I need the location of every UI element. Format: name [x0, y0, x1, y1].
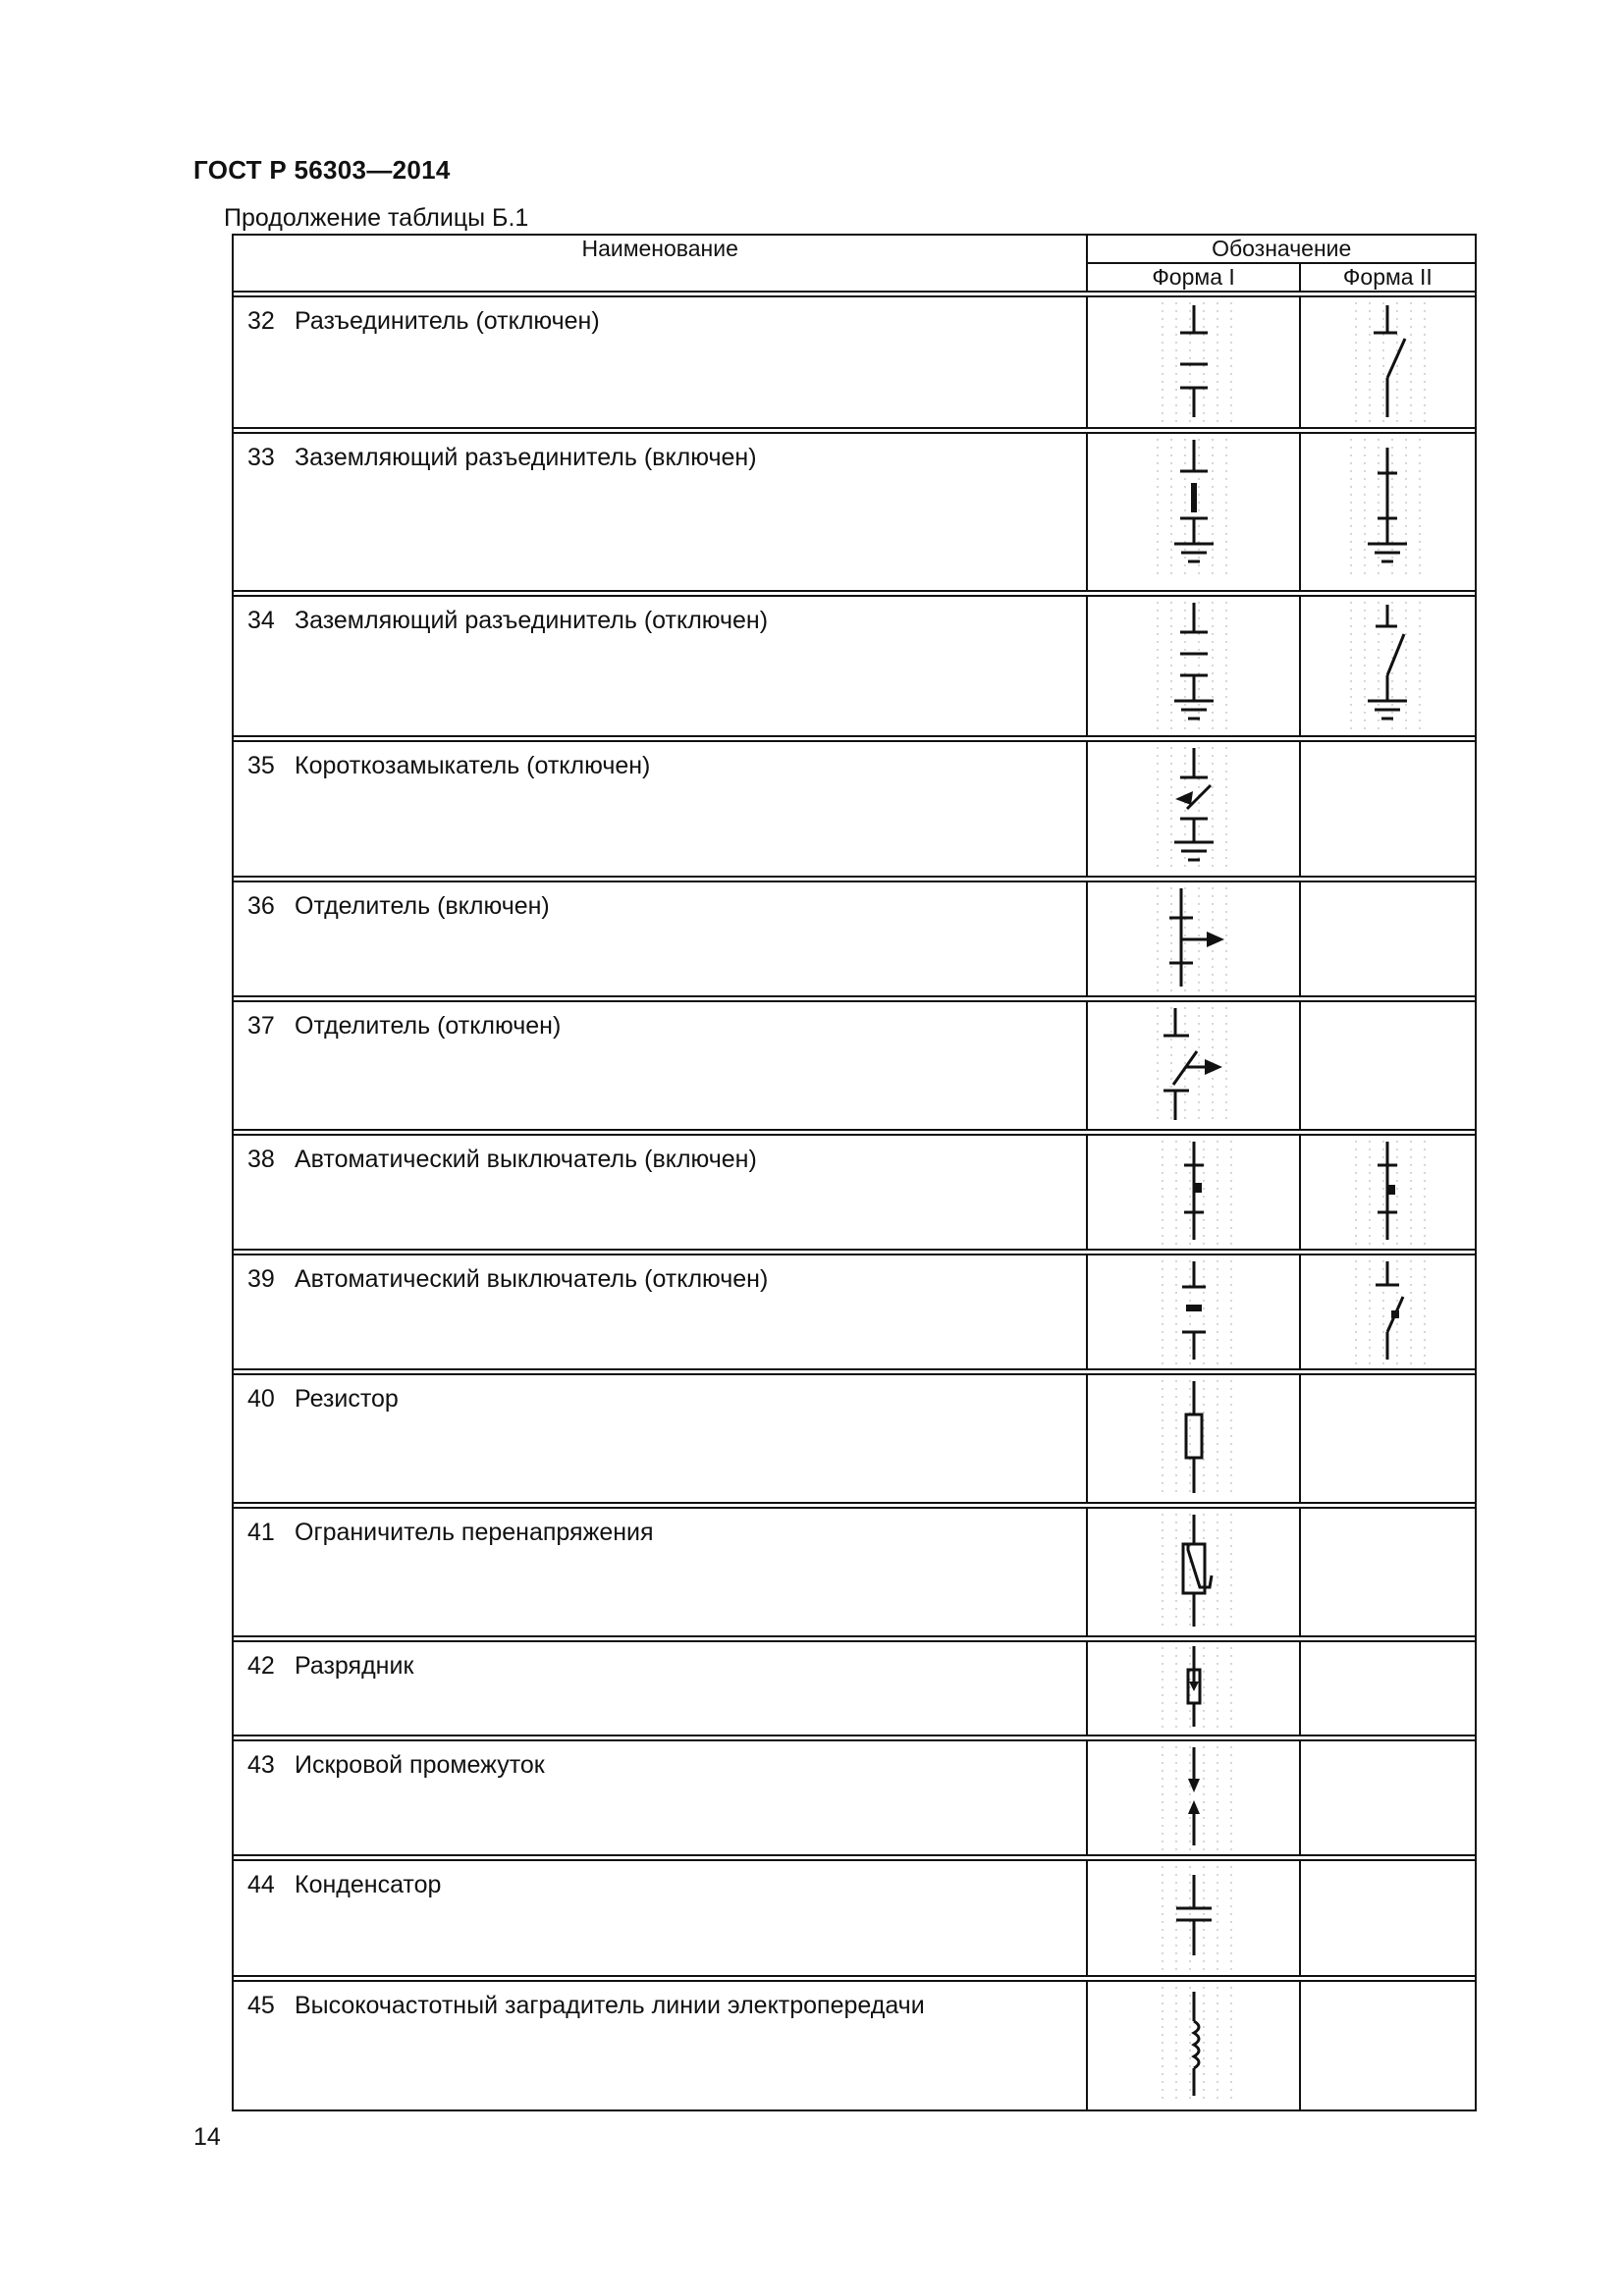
grid-dots: [1162, 1866, 1231, 1969]
circuit-breaker-closed-form1-icon: [1155, 1136, 1233, 1246]
document-header: ГОСТ Р 56303—2014: [193, 155, 451, 185]
disconnector-open-form2-icon: [1348, 297, 1427, 423]
form2-cell: [1300, 881, 1476, 996]
form2-cell: [1300, 596, 1476, 736]
circuit-breaker-open-form1-icon: [1155, 1255, 1233, 1365]
form1-cell: [1087, 1374, 1299, 1503]
row-name: Автоматический выключатель (отключен): [295, 1265, 769, 1293]
grid-dots: [1162, 1380, 1231, 1491]
table-row: [233, 741, 1476, 877]
row-name-cell: [233, 1740, 1087, 1855]
grid-dots: [1162, 1514, 1231, 1625]
header-form1: Форма I: [1087, 263, 1299, 292]
table-caption: Продолжение таблицы Б.1: [224, 204, 529, 232]
form2-cell: [1300, 1135, 1476, 1250]
grid-dots: [1157, 1007, 1226, 1118]
form2-cell: [1300, 741, 1476, 877]
table-row: [233, 1001, 1476, 1130]
grid-dots: [1157, 747, 1226, 866]
table-row: [233, 1374, 1476, 1503]
form1-cell: [1087, 881, 1299, 996]
row-number: 45: [247, 1992, 275, 2019]
row-name-cell: [233, 1508, 1087, 1636]
form2-cell: [1300, 1740, 1476, 1855]
earthing-switch-open-form2-icon: [1343, 597, 1432, 730]
earthing-switch-closed-form1-icon: [1150, 434, 1238, 581]
form1-cell: [1087, 433, 1299, 591]
row-name-cell: [233, 433, 1087, 591]
grid-dots: [1162, 1260, 1231, 1363]
grid-dots: [1162, 1746, 1231, 1849]
form1-cell: [1087, 596, 1299, 736]
row-number: 40: [247, 1385, 275, 1413]
table-row: [233, 433, 1476, 591]
table-row: [233, 881, 1476, 996]
capacitor-icon: [1155, 1861, 1233, 1971]
row-number: 41: [247, 1519, 275, 1546]
row-name: Автоматический выключатель (включен): [295, 1146, 757, 1173]
lightning-arrester-icon: [1155, 1642, 1233, 1733]
circuit-breaker-open-form2-icon: [1348, 1255, 1427, 1365]
row-name: Короткозамыкатель (отключен): [295, 752, 651, 779]
row-number: 43: [247, 1751, 275, 1779]
form2-cell: [1300, 1374, 1476, 1503]
form1-cell: [1087, 1981, 1299, 2110]
row-name: Высокочастотный заградитель линии электропередачи: [295, 1992, 925, 2019]
spark-gap-icon: [1155, 1741, 1233, 1851]
circuit-breaker-closed-form2-icon: [1348, 1136, 1427, 1246]
row-name: Искровой промежуток: [295, 1751, 545, 1779]
form2-cell: [1300, 1641, 1476, 1735]
form2-cell: [1300, 433, 1476, 591]
table-row: [233, 1641, 1476, 1735]
row-name-cell: [233, 1001, 1087, 1130]
form1-cell: [1087, 1508, 1299, 1636]
row-number: 37: [247, 1012, 275, 1040]
table-row: [233, 1135, 1476, 1250]
form2-cell: [1300, 1860, 1476, 1976]
row-name-cell: [233, 1641, 1087, 1735]
disconnector-open-form1-icon: [1155, 297, 1233, 423]
table-row: [233, 1740, 1476, 1855]
row-name-cell: [233, 1860, 1087, 1976]
earthing-switch-open-form1-icon: [1150, 597, 1238, 730]
table-row: [233, 1508, 1476, 1636]
form2-cell: [1300, 296, 1476, 428]
table-row: [233, 596, 1476, 736]
row-name: Ограничитель перенапряжения: [295, 1519, 654, 1546]
row-number: 44: [247, 1871, 275, 1898]
table-row: [233, 1255, 1476, 1369]
row-name-cell: [233, 1981, 1087, 2110]
row-number: 33: [247, 444, 275, 471]
row-name: Отделитель (включен): [295, 892, 550, 920]
header-name: Наименование: [233, 235, 1087, 292]
row-name-cell: [233, 296, 1087, 428]
form2-cell: [1300, 1255, 1476, 1369]
row-name: Разрядник: [295, 1652, 414, 1680]
table-row: [233, 1860, 1476, 1976]
row-name-cell: [233, 881, 1087, 996]
symbols-table: [232, 234, 1477, 2111]
form1-cell: [1087, 296, 1299, 428]
row-name-cell: [233, 1135, 1087, 1250]
row-name: Конденсатор: [295, 1871, 442, 1898]
page-number: 14: [193, 2123, 221, 2151]
form1-cell: [1087, 1135, 1299, 1250]
table-row: [233, 1981, 1476, 2110]
row-number: 38: [247, 1146, 275, 1173]
row-name: Заземляющий разъединитель (отключен): [295, 607, 769, 634]
form1-cell: [1087, 1641, 1299, 1735]
header-form2: Форма II: [1300, 263, 1476, 292]
surge-arrester-icon: [1155, 1509, 1233, 1632]
form1-cell: [1087, 1860, 1299, 1976]
form1-cell: [1087, 741, 1299, 877]
grid-dots: [1356, 302, 1426, 421]
form1-cell: [1087, 1001, 1299, 1130]
table-row: [233, 296, 1476, 428]
row-name: Разъединитель (отключен): [295, 307, 600, 335]
row-number: 35: [247, 752, 275, 779]
row-number: 39: [247, 1265, 275, 1293]
resistor-icon: [1155, 1375, 1233, 1499]
line-trap-icon: [1155, 1982, 1233, 2106]
form2-cell: [1300, 1001, 1476, 1130]
row-name: Заземляющий разъединитель (включен): [295, 444, 757, 471]
form1-cell: [1087, 1255, 1299, 1369]
row-name-cell: [233, 1374, 1087, 1503]
row-number: 42: [247, 1652, 275, 1680]
form1-cell: [1087, 1740, 1299, 1855]
grid-dots: [1162, 1647, 1231, 1727]
short-circuiter-open-icon: [1150, 742, 1238, 872]
row-number: 36: [247, 892, 275, 920]
row-name: Резистор: [295, 1385, 399, 1413]
header-designation: Обозначение: [1087, 235, 1476, 263]
row-name-cell: [233, 596, 1087, 736]
separator-open-icon: [1150, 1002, 1238, 1126]
form2-cell: [1300, 1981, 1476, 2110]
row-name-cell: [233, 741, 1087, 877]
row-name: Отделитель (отключен): [295, 1012, 562, 1040]
grid-dots: [1162, 302, 1231, 421]
grid-dots: [1356, 1260, 1426, 1363]
row-name-cell: [233, 1255, 1087, 1369]
form2-cell: [1300, 1508, 1476, 1636]
row-number: 32: [247, 307, 275, 335]
earthing-switch-closed-form2-icon: [1343, 434, 1432, 581]
separator-closed-icon: [1150, 882, 1238, 992]
row-number: 34: [247, 607, 275, 634]
